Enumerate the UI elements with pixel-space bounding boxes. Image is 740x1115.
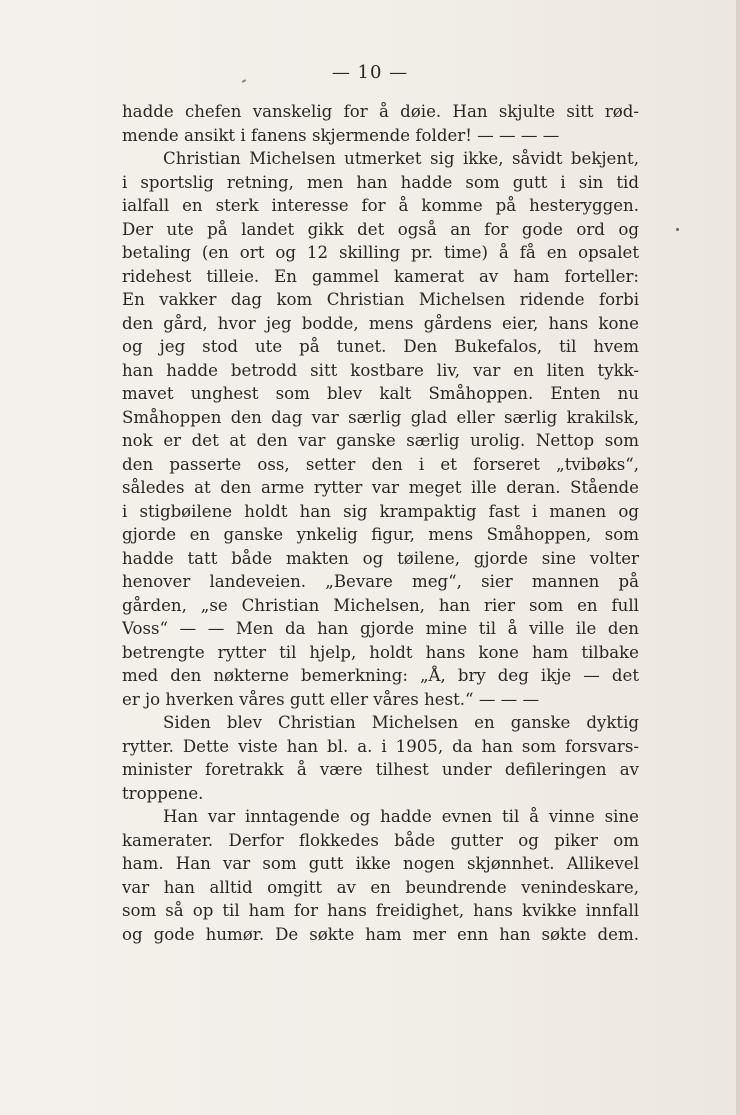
page-number: — 10 — xyxy=(331,62,409,83)
text-line: ham. Han var som gutt ikke nogen skjønnhet. Allikevel xyxy=(122,854,639,873)
text-line: troppene. xyxy=(122,783,204,803)
text-line: var han alltid omgitt av en beundrende venindeskare, xyxy=(122,877,639,897)
text-line: og jeg stod ute på tunet. Den Bukefalos, til hvem xyxy=(122,337,639,356)
text-line: som så op til ham for hans freidighet, hans kvikke innfall xyxy=(122,901,639,920)
text-line: En vakker dag kom Christian Michelsen ridende forbi xyxy=(122,290,639,309)
text-line: Han var inntagende og hadde evnen til å vinne sine xyxy=(163,807,639,826)
text-line: gården, „se Christian Michelsen, han rier som en full xyxy=(122,595,639,615)
text-line: Christian Michelsen utmerket sig ikke, såvidt bekjent, xyxy=(163,149,639,168)
text-line: er jo hverken våres gutt eller våres hest.“ — — — xyxy=(122,689,540,709)
text-line: hadde tatt både makten og tøilene, gjorde sine volter xyxy=(122,548,639,568)
text-line: og gode humør. De søkte ham mer enn han søkte dem. xyxy=(122,924,639,944)
body-text xyxy=(122,100,639,946)
text-line: betrengte rytter til hjelp, holdt hans kone ham tilbake xyxy=(122,642,639,662)
text-line: den passerte oss, setter den i et forseret „tvibøks“, xyxy=(122,454,639,474)
text-line: ridehest tilleie. En gammel kamerat av ham forteller: xyxy=(122,266,639,286)
text-line: betaling (en ort og 12 skilling pr. time) å få en opsalet xyxy=(122,243,639,262)
text-line: ialfall en sterk interesse for å komme på hesteryggen. xyxy=(122,196,639,215)
text-line: med den nøkterne bemerkning: „Å, bry deg ikje — det xyxy=(122,666,639,685)
page-edge xyxy=(736,0,740,1115)
text-line: han hadde betrodd sitt kostbare liv, var en liten tykk- xyxy=(122,360,639,380)
text-line: Voss“ — — Men da han gjorde mine til å ville ile den xyxy=(122,619,639,638)
text-line: Siden blev Christian Michelsen en ganske dyktig xyxy=(163,713,639,732)
text-line: rytter. Dette viste han bl. a. i 1905, da han som forsvars- xyxy=(122,736,639,756)
text-line: henover landeveien. „Bevare meg“, sier mannen på xyxy=(122,572,639,591)
text-line: Småhoppen den dag var særlig glad eller særlig krakilsk, xyxy=(122,407,639,427)
text-line: gjorde en ganske ynkelig figur, mens Småhoppen, som xyxy=(122,525,639,544)
text-line: minister foretrakk å være tilhest under defileringen av xyxy=(122,760,639,779)
text-line: nok er det at den var ganske særlig urolig. Nettop som xyxy=(122,431,639,450)
text-line: i sportslig retning, men han hadde som gutt i sin tid xyxy=(122,172,639,192)
text-line: Der ute på landet gikk det også an for gode ord og xyxy=(122,219,639,239)
text-line: i stigbøilene holdt han sig krampaktig fast i manen og xyxy=(122,501,639,521)
text-line: hadde chefen vanskelig for å døie. Han skjulte sitt rød- xyxy=(122,102,639,121)
text-line: mende ansikt i fanens skjermende folder! — — — — xyxy=(122,125,560,145)
text-line: kamerater. Derfor flokkedes både gutter og piker om xyxy=(122,830,639,850)
ink-dot xyxy=(676,228,679,231)
text-line: mavet unghest som blev kalt Småhoppen. Enten nu xyxy=(122,384,639,403)
text-line: således at den arme rytter var meget ille deran. Stående xyxy=(122,478,639,497)
text-line: den gård, hvor jeg bodde, mens gårdens eier, hans kone xyxy=(122,313,639,333)
